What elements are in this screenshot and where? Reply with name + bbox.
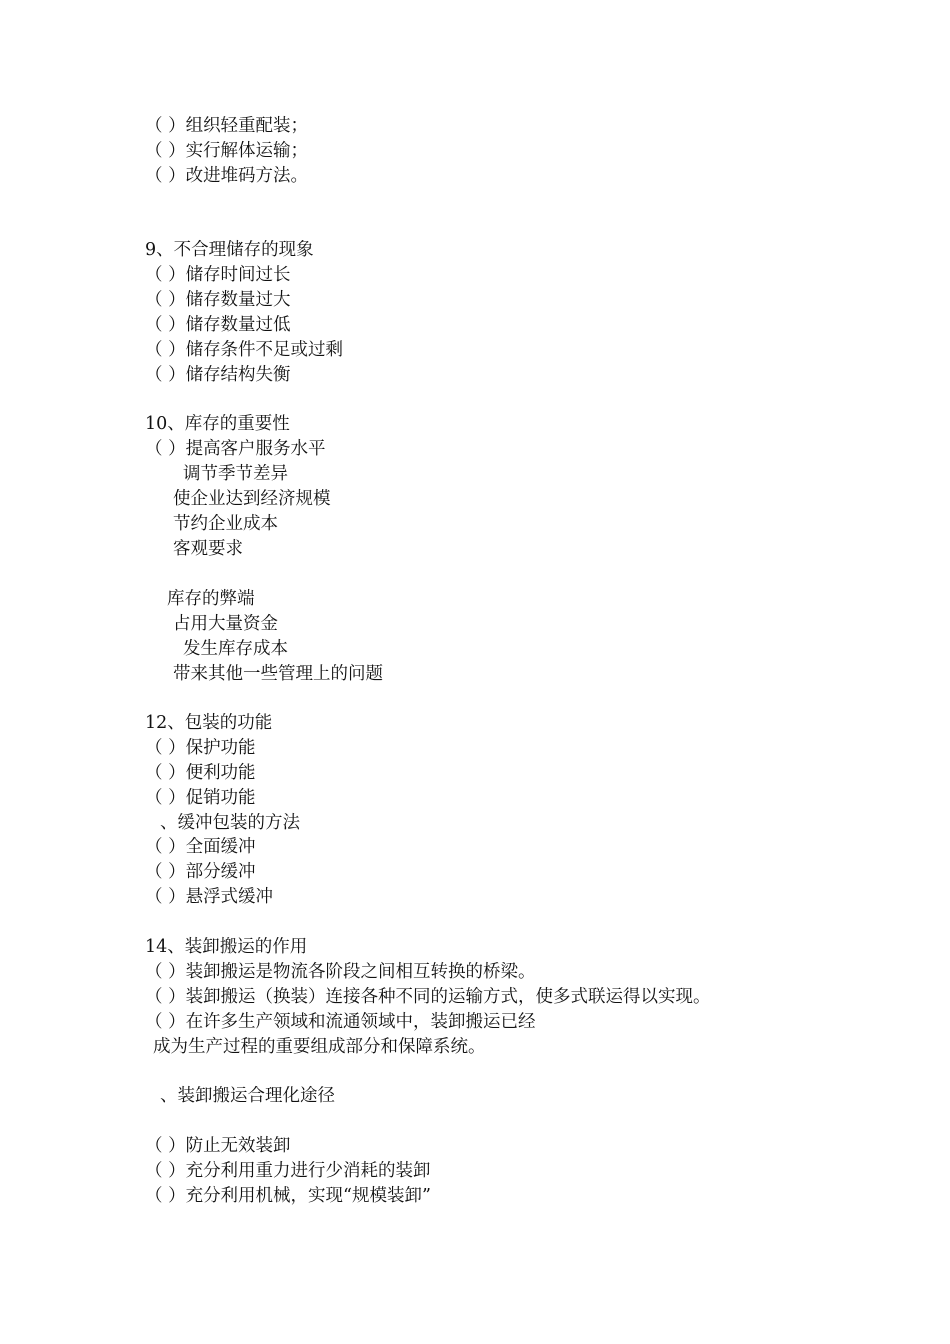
text-line: （ ）悬浮式缓冲 [145,887,274,907]
text-line: （ ）装卸搬运（换装）连接各种不同的运输方式，使多式联运得以实现。 [145,987,711,1007]
text-line: 带来其他一些管理上的问题 [173,664,383,684]
text-line: （ ）实行解体运输； [145,141,309,161]
text-line: （ ）储存条件不足或过剩 [145,340,344,360]
section-heading: 、装卸搬运合理化途径 [160,1086,335,1106]
text-line: （ ）储存数量过大 [145,290,291,310]
section-heading: 12、包装的功能 [145,713,273,733]
text-line: （ ）保护功能 [145,738,256,758]
text-line: （ ）促销功能 [145,788,256,808]
text-line: （ ）储存数量过低 [145,315,291,335]
text-line: （ ）便利功能 [145,763,256,783]
text-line: 客观要求 [173,539,243,559]
text-line: 占用大量资金 [173,614,278,634]
section-heading: 库存的弊端 [167,589,255,609]
section-heading: 10、库存的重要性 [145,414,290,434]
text-line: （ ）在许多生产领域和流通领域中，装卸搬运已经 [145,1012,536,1032]
text-line: 发生库存成本 [183,639,288,659]
text-line: （ ）组织轻重配装； [145,116,309,136]
text-line: （ ）装卸搬运是物流各阶段之间相互转换的桥梁。 [145,962,536,982]
text-line: 节约企业成本 [173,514,278,534]
text-line: （ ）提高客户服务水平 [145,439,326,459]
section-heading: 14、装卸搬运的作用 [145,937,308,957]
section-heading: 9、不合理储存的现象 [145,240,314,260]
text-line: （ ）防止无效装卸 [145,1136,291,1156]
text-line: （ ）充分利用机械，实现“规模装卸” [145,1186,431,1206]
text-line: 调节季节差异 [183,464,288,484]
text-line: 使企业达到经济规模 [173,489,331,509]
text-line: （ ）充分利用重力进行少消耗的装卸 [145,1161,431,1181]
text-line: 成为生产过程的重要组成部分和保障系统。 [153,1037,486,1057]
text-line: （ ）储存时间过长 [145,265,291,285]
text-line: （ ）改进堆码方法。 [145,166,309,186]
section-heading: 、缓冲包装的方法 [160,813,300,833]
text-line: （ ）部分缓冲 [145,862,256,882]
text-line: （ ）储存结构失衡 [145,365,291,385]
text-line: （ ）全面缓冲 [145,837,256,857]
